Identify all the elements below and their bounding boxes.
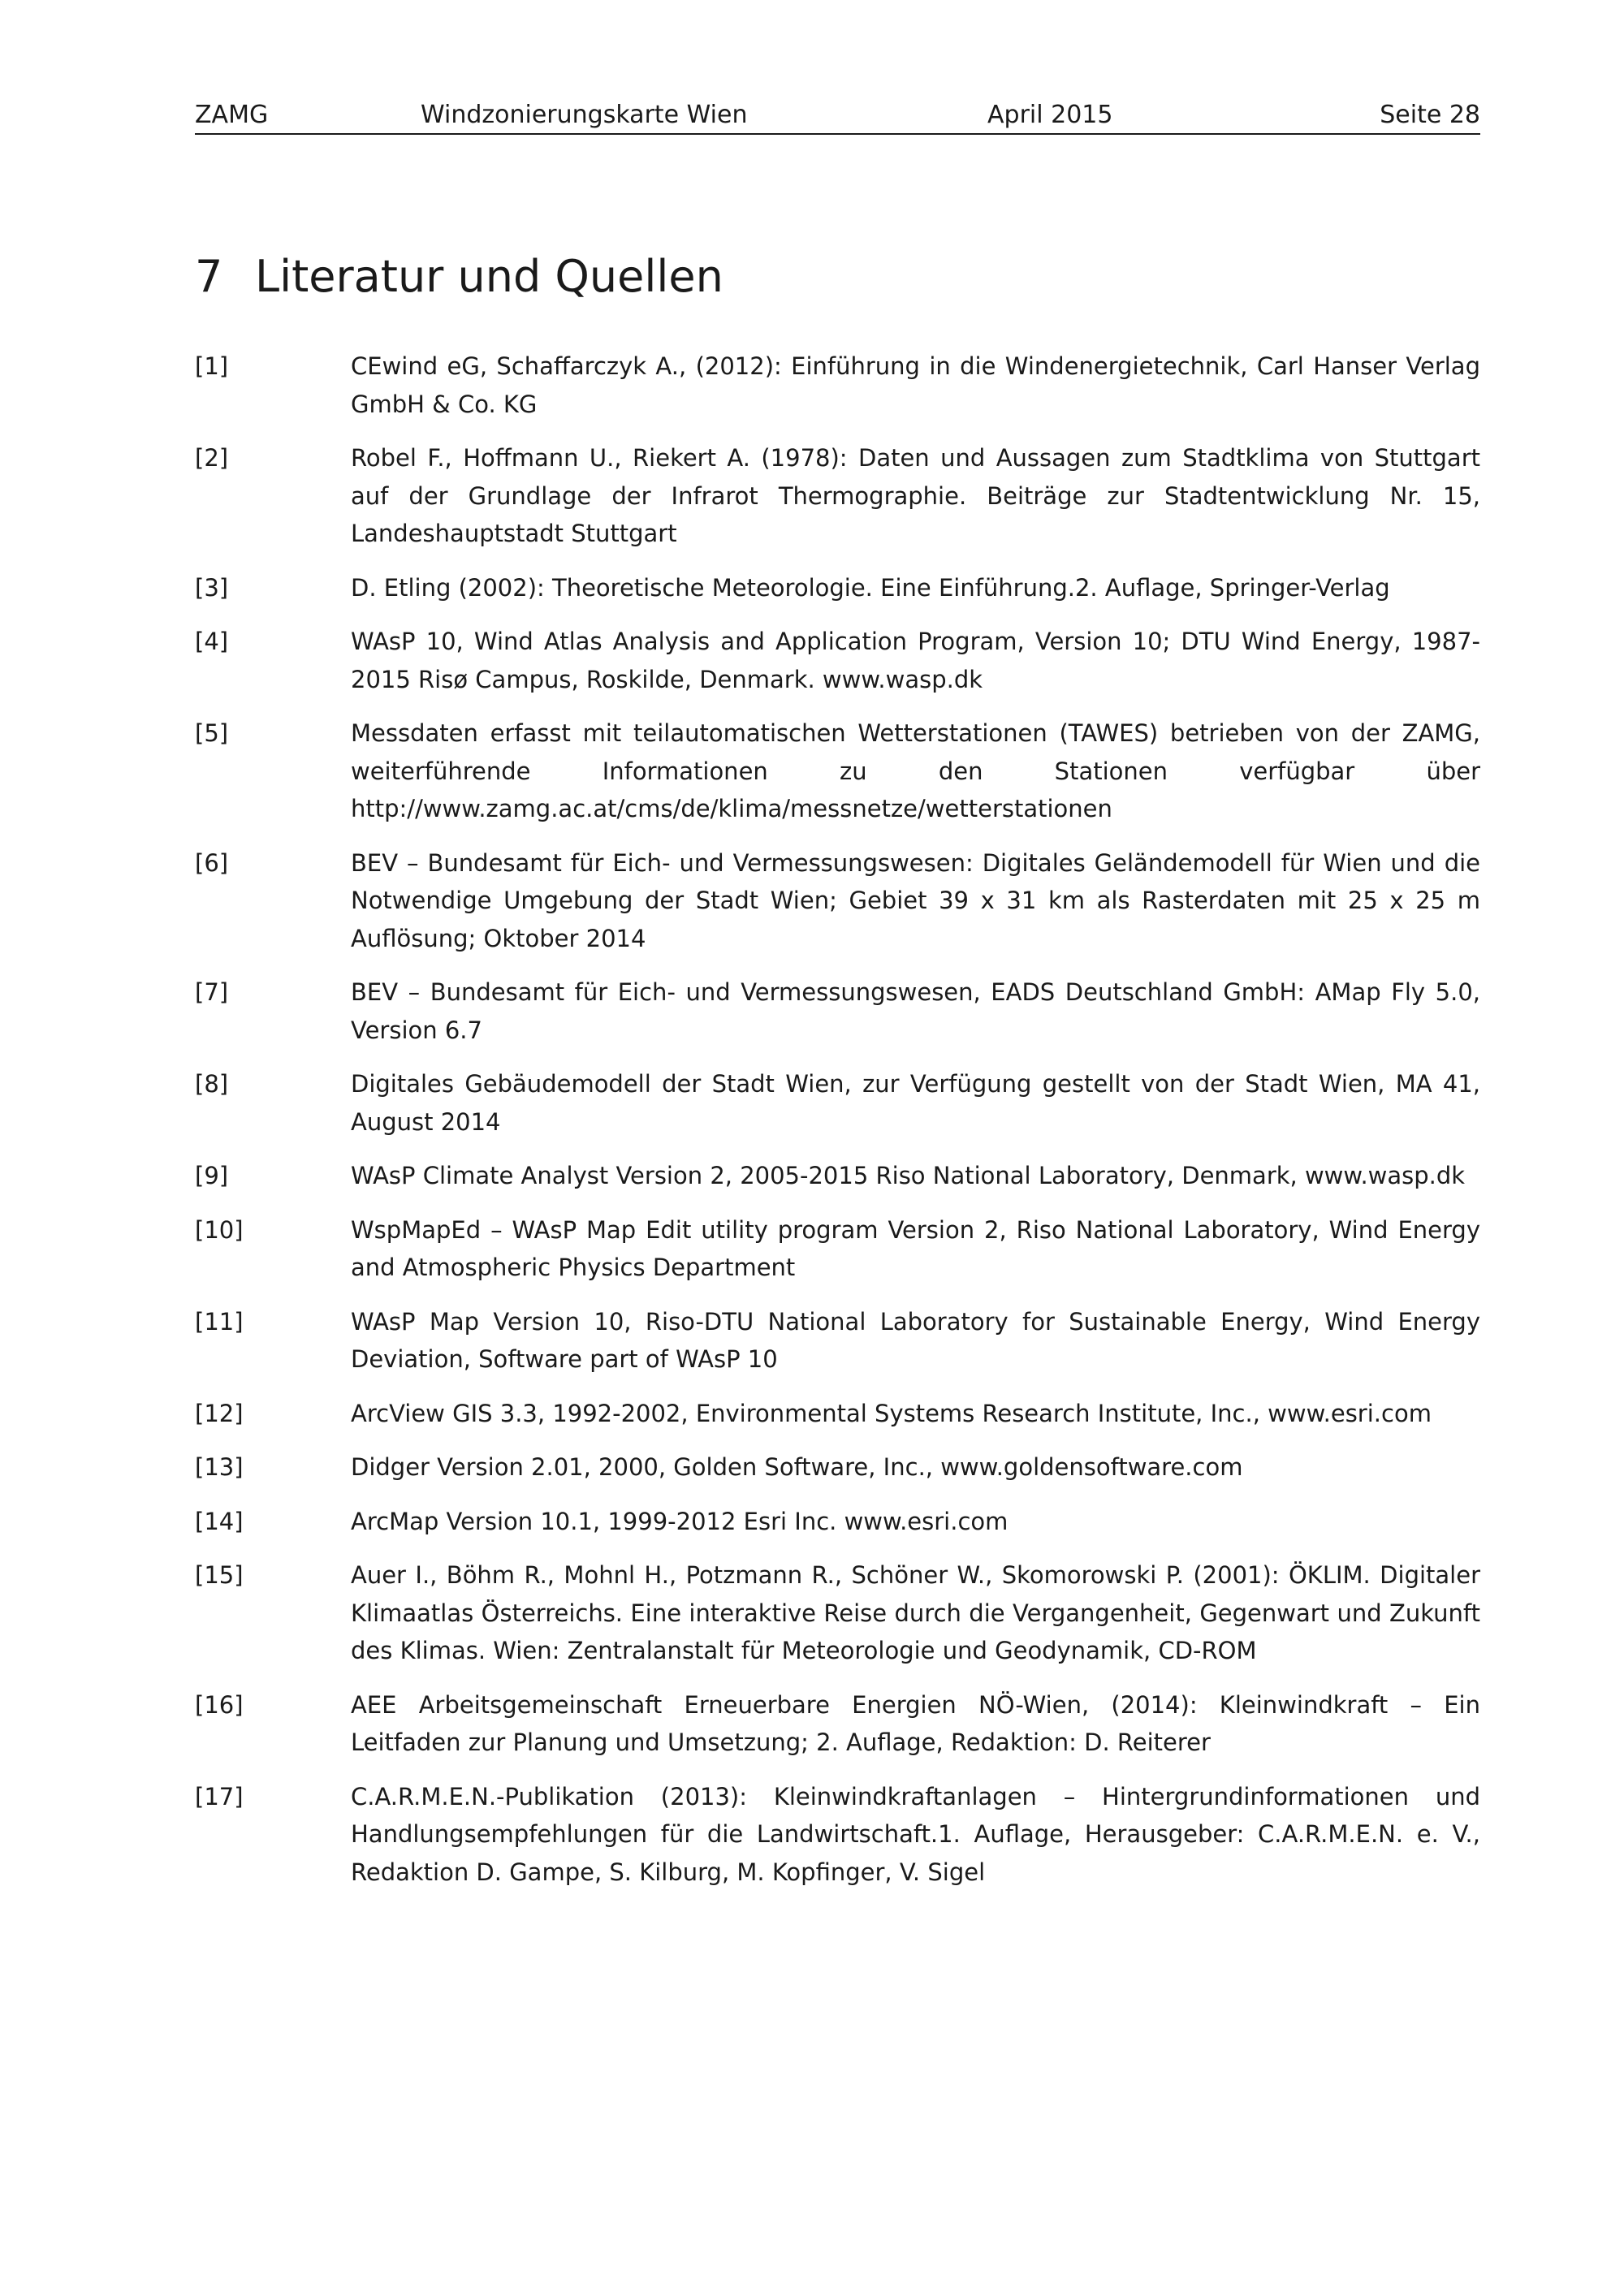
reference-text: WAsP 10, Wind Atlas Analysis and Application Program, Version 10; DTU Wind Energy, 1987-2015 Risø Campus, Roskilde, Denmark. www.wasp.dk — [351, 628, 1480, 693]
page-header — [195, 99, 1480, 135]
reference-list — [195, 347, 1480, 1907]
header-organization: ZAMG — [195, 101, 269, 129]
reference-text: D. Etling (2002): Theoretische Meteorologie. Eine Einführung.2. Auflage, Springer-Verlag — [351, 573, 1390, 602]
reference-text: BEV – Bundesamt für Eich- und Vermessungswesen, EADS Deutschland GmbH: AMap Fly 5.0, Version 6.7 — [351, 978, 1480, 1044]
reference-text: C.A.R.M.E.N.-Publikation (2013): Kleinwindkraftanlagen – Hintergrundinformationen und Handlungsempfehlungen für die Landwirtschaft.1. Auflage, Herausgeber: C.A.R.M.E.N. e. V., Redaktion D. Gampe, S. Kilburg, M. Kopfinger, V. Sigel — [351, 1782, 1480, 1886]
reference-text: CEwind eG, Schaffarczyk A., (2012): Einführung in die Windenergietechnik, Carl Hanser Verlag GmbH & Co. KG — [351, 352, 1480, 418]
reference-item — [195, 1556, 1480, 1670]
reference-item — [195, 1065, 1480, 1141]
reference-number: [8] — [195, 1070, 229, 1098]
reference-number: [13] — [195, 1453, 244, 1481]
reference-item — [195, 1448, 1480, 1487]
reference-item — [195, 973, 1480, 1049]
reference-number: [7] — [195, 978, 229, 1006]
reference-item — [195, 1157, 1480, 1195]
reference-number: [17] — [195, 1782, 244, 1810]
reference-text: Digitales Gebäudemodell der Stadt Wien, zur Verfügung gestellt von der Stadt Wien, MA 41, August 2014 — [351, 1070, 1480, 1136]
reference-text: Didger Version 2.01, 2000, Golden Software, Inc., www.goldensoftware.com — [351, 1453, 1243, 1481]
header-date: April 2015 — [987, 101, 1113, 129]
reference-text: AEE Arbeitsgemeinschaft Erneuerbare Energien NÖ-Wien, (2014): Kleinwindkraft – Ein Leitfaden zur Planung und Umsetzung; 2. Auflage, Redaktion: D. Reiterer — [351, 1690, 1480, 1756]
reference-item — [195, 1503, 1480, 1541]
reference-item — [195, 1395, 1480, 1433]
reference-number: [14] — [195, 1507, 244, 1535]
header-page-number: Seite 28 — [1380, 101, 1480, 129]
chapter-number: 7 — [195, 251, 223, 302]
reference-number: [4] — [195, 628, 229, 655]
reference-number: [11] — [195, 1307, 244, 1336]
reference-text: Messdaten erfasst mit teilautomatischen Wetterstationen (TAWES) betrieben von der ZAMG, weiterführende Informationen zu den Stationen verfügbar über http://www.zamg.ac.at/cms/de/klima/messnetze/wetterstationen — [351, 719, 1480, 822]
reference-item — [195, 1303, 1480, 1379]
reference-number: [1] — [195, 352, 229, 380]
chapter-heading — [195, 248, 723, 305]
reference-number: [2] — [195, 444, 229, 472]
reference-text: WAsP Climate Analyst Version 2, 2005-2015 Riso National Laboratory, Denmark, www.wasp.dk — [351, 1162, 1466, 1189]
reference-text: Robel F., Hoffmann U., Riekert A. (1978): Daten und Aussagen zum Stadtklima von Stuttgart auf der Grundlage der Infrarot Thermographie. Beiträge zur Stadtentwicklung Nr. 15, Landeshauptstadt Stuttgart — [351, 444, 1480, 547]
chapter-title: Literatur und Quellen — [255, 251, 723, 302]
reference-item — [195, 347, 1480, 423]
reference-number: [9] — [195, 1162, 229, 1189]
reference-text: BEV – Bundesamt für Eich- und Vermessungswesen: Digitales Geländemodell für Wien und die Notwendige Umgebung der Stadt Wien; Gebiet 39 x 31 km als Rasterdaten mit 25 x 25 m Auflösung; Oktober 2014 — [351, 848, 1480, 952]
reference-item — [195, 1211, 1480, 1287]
reference-item — [195, 1686, 1480, 1762]
reference-text: WAsP Map Version 10, Riso-DTU National Laboratory for Sustainable Energy, Wind Energy Deviation, Software part of WAsP 10 — [351, 1307, 1480, 1373]
reference-number: [6] — [195, 848, 229, 877]
reference-item — [195, 844, 1480, 958]
reference-number: [12] — [195, 1399, 244, 1427]
reference-number: [3] — [195, 573, 229, 602]
reference-item — [195, 623, 1480, 698]
reference-text: Auer I., Böhm R., Mohnl H., Potzmann R., Schöner W., Skomorowski P. (2001): ÖKLIM. Digitaler Klimaatlas Österreichs. Eine interaktive Reise durch die Vergangenheit, Gegenwart und Zukunft des Klimas. Wien: Zentralanstalt für Meteorologie und Geodynamik, CD-ROM — [351, 1561, 1480, 1664]
reference-number: [15] — [195, 1561, 244, 1589]
reference-number: [5] — [195, 719, 229, 747]
reference-item — [195, 714, 1480, 828]
reference-text: ArcView GIS 3.3, 1992-2002, Environmental Systems Research Institute, Inc., www.esri.com — [351, 1399, 1432, 1427]
reference-text: WspMapEd – WAsP Map Edit utility program Version 2, Riso National Laboratory, Wind Energy and Atmospheric Physics Department — [351, 1215, 1480, 1281]
reference-item — [195, 439, 1480, 553]
reference-number: [10] — [195, 1215, 244, 1244]
reference-item — [195, 569, 1480, 607]
reference-text: ArcMap Version 10.1, 1999-2012 Esri Inc. www.esri.com — [351, 1507, 1009, 1535]
header-document-title: Windzonierungskarte Wien — [421, 101, 748, 129]
reference-number: [16] — [195, 1690, 244, 1719]
reference-item — [195, 1778, 1480, 1892]
